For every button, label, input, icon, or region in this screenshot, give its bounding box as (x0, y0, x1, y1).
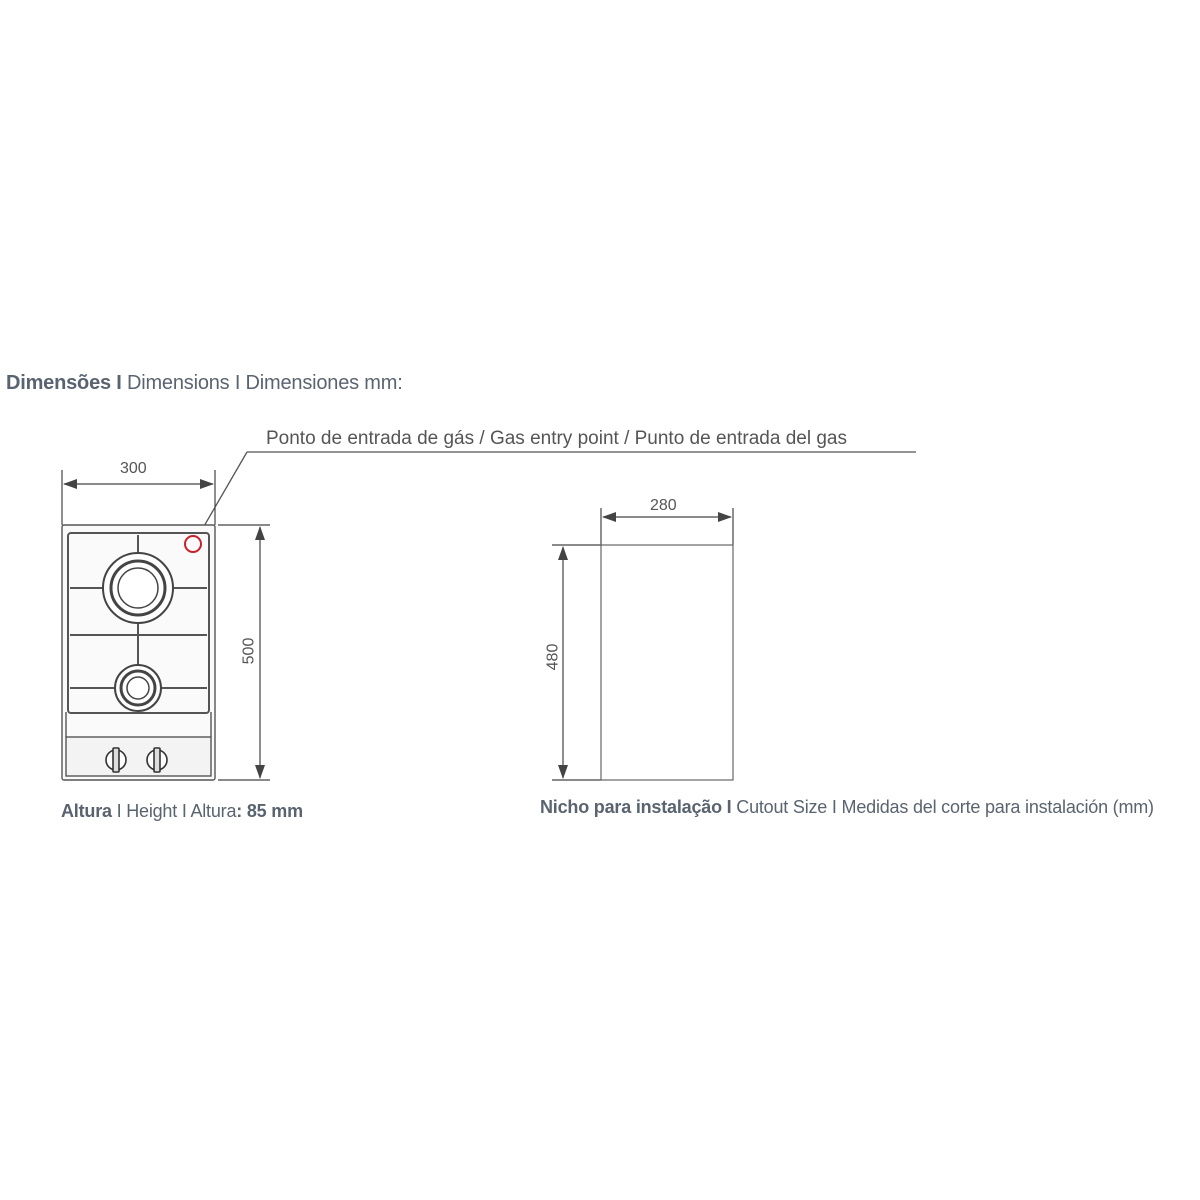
cutout-caption-bold: Nicho para instalação I (540, 797, 732, 817)
cooktop-width-label: 300 (120, 460, 147, 477)
height-caption-bold: Altura (61, 801, 112, 821)
cutout-depth-label: 480 (544, 643, 562, 671)
cooktop-width-dimension (62, 470, 215, 525)
title-rest: Dimensions I Dimensiones mm: (121, 372, 403, 394)
gas-entry-callout-label: Ponto de entrada de gás / Gas entry point / Punto de entrada del gas (266, 428, 847, 449)
cutout-caption (540, 797, 1154, 818)
burner-large (103, 553, 173, 623)
burner-small (115, 665, 161, 711)
height-caption-rest: I Height I Altura (111, 801, 237, 821)
cooktop-depth-label: 500 (240, 637, 258, 665)
height-caption-value: : 85 mm (236, 801, 303, 821)
title-bold: Dimensões I (6, 372, 122, 394)
cutout-outline (601, 545, 733, 780)
gas-entry-leader (196, 452, 916, 540)
height-caption (61, 801, 303, 822)
cutout-caption-rest: Cutout Size I Medidas del corte para instalación (mm) (731, 797, 1154, 817)
cutout-width-label: 280 (650, 497, 677, 514)
